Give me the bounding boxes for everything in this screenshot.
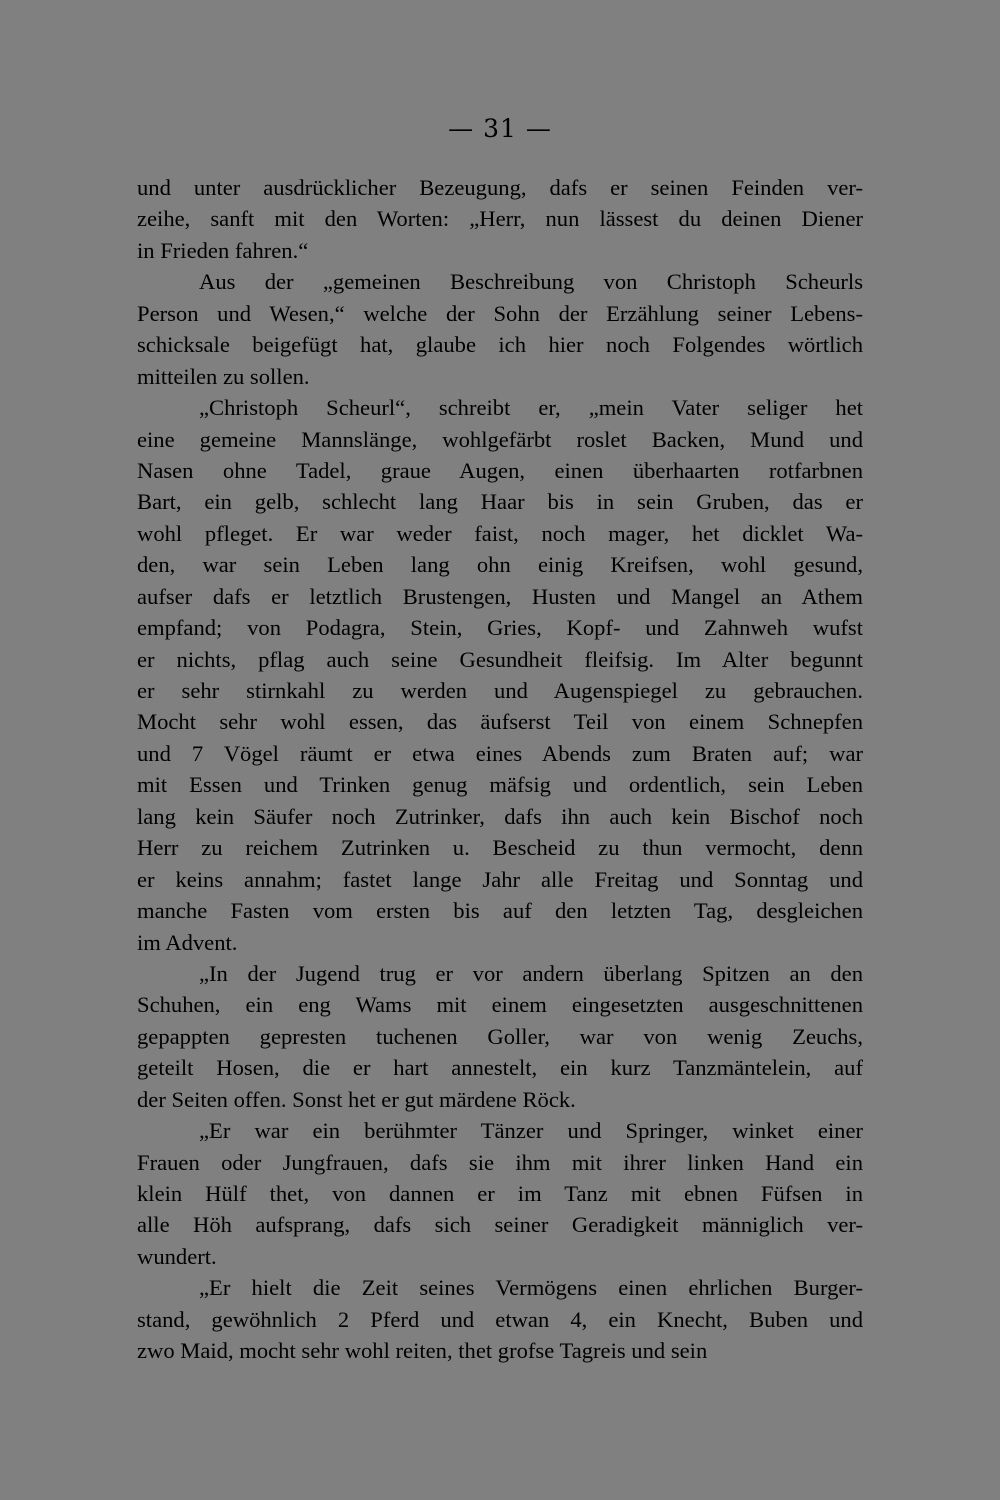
- text-line: Bart, ein gelb, schlecht lang Haar bis in sein Gruben, das er: [137, 489, 863, 515]
- text-line: der Seiten offen. Sonst het er gut märdene Röck.: [137, 1086, 576, 1112]
- text-line: „Er hielt die Zeit seines Vermögens einen ehrlichen Burger-: [199, 1275, 863, 1301]
- text-line: den, war sein Leben lang ohn einig Kreifsen, wohl gesund,: [137, 552, 863, 578]
- paragraph: [137, 1272, 863, 1366]
- text-line: wundert.: [137, 1243, 217, 1269]
- text-line: eine gemeine Mannslänge, wohlgefärbt roslet Backen, Mund und: [137, 426, 863, 452]
- text-line: stand, gewöhnlich 2 Pferd und etwan 4, ein Knecht, Buben und: [137, 1306, 863, 1332]
- text-line: in Frieden fahren.“: [137, 237, 309, 263]
- text-line: Frauen oder Jungfrauen, dafs sie ihm mit ihrer linken Hand ein: [137, 1149, 863, 1175]
- text-line: geteilt Hosen, die er hart annestelt, ein kurz Tanzmäntelein, auf: [137, 1055, 863, 1081]
- text-line: zwo Maid, mocht sehr wohl reiten, thet grofse Tagreis und sein: [137, 1338, 708, 1364]
- text-line: wohl pfleget. Er war weder faist, noch mager, het dicklet Wa-: [137, 520, 863, 546]
- text-line: er nichts, pflag auch seine Gesundheit fleifsig. Im Alter begunnt: [137, 646, 863, 672]
- text-line: aufser dafs er letztlich Brustengen, Husten und Mangel an Athem: [137, 583, 863, 609]
- body-text: [137, 172, 863, 1367]
- text-line: empfand; von Podagra, Stein, Gries, Kopf- und Zahnweh wufst: [137, 615, 863, 641]
- text-line: und 7 Vögel räumt er etwa eines Abends zum Braten auf; war: [137, 740, 863, 766]
- text-line: Schuhen, ein eng Wams mit einem eingesetzten ausgeschnittenen: [137, 992, 863, 1018]
- text-line: im Advent.: [137, 929, 238, 955]
- paragraph: [137, 266, 863, 392]
- text-line: Herr zu reichem Zutrinken u. Bescheid zu thun vermocht, denn: [137, 835, 863, 861]
- text-line: schicksale beigefügt hat, glaube ich hier noch Folgendes wörtlich: [137, 332, 863, 358]
- text-line: „In der Jugend trug er vor andern überlang Spitzen an den: [199, 960, 863, 986]
- text-line: „Christoph Scheurl“, schreibt er, „mein Vater seliger het: [199, 395, 863, 421]
- text-line: manche Fasten vom ersten bis auf den letzten Tag, desgleichen: [137, 898, 863, 924]
- text-line: Nasen ohne Tadel, graue Augen, einen überhaarten rotfarbnen: [137, 457, 863, 483]
- text-line: Person und Wesen,“ welche der Sohn der Erzählung seiner Lebens-: [137, 300, 863, 326]
- page-number: — 31 —: [448, 114, 552, 143]
- text-line: er keins annahm; fastet lange Jahr alle Freitag und Sonntag und: [137, 866, 863, 892]
- text-line: und unter ausdrücklicher Bezeugung, dafs er seinen Feinden ver-: [137, 175, 863, 200]
- text-line: er sehr stirnkahl zu werden und Augenspiegel zu gebrauchen.: [137, 678, 863, 703]
- text-line: zeihe, sanft mit den Worten: „Herr, nun lässest du deinen Diener: [137, 206, 863, 232]
- text-line: klein Hülf thet, von dannen er im Tanz mit ebnen Füfsen in: [137, 1181, 863, 1206]
- text-line: lang kein Säufer noch Zutrinker, dafs ihn auch kein Bischof noch: [137, 803, 863, 829]
- text-line: gepappten gepresten tuchenen Goller, war von wenig Zeuchs,: [137, 1023, 863, 1049]
- paragraph: [137, 1115, 863, 1272]
- text-line: mit Essen und Trinken genug mäfsig und ordentlich, sein Leben: [137, 772, 863, 798]
- text-line: „Er war ein berühmter Tänzer und Springer, winket einer: [199, 1118, 863, 1144]
- paragraph: [137, 958, 863, 1115]
- text-line: Aus der „gemeinen Beschreibung von Christoph Scheurls: [199, 269, 863, 295]
- paragraph: [137, 172, 863, 266]
- text-line: mitteilen zu sollen.: [137, 363, 310, 389]
- paragraph: [137, 392, 863, 958]
- text-line: alle Höh aufsprang, dafs sich seiner Geradigkeit männiglich ver-: [137, 1212, 863, 1238]
- text-line: Mocht sehr wohl essen, das äufserst Teil von einem Schnepfen: [137, 709, 863, 735]
